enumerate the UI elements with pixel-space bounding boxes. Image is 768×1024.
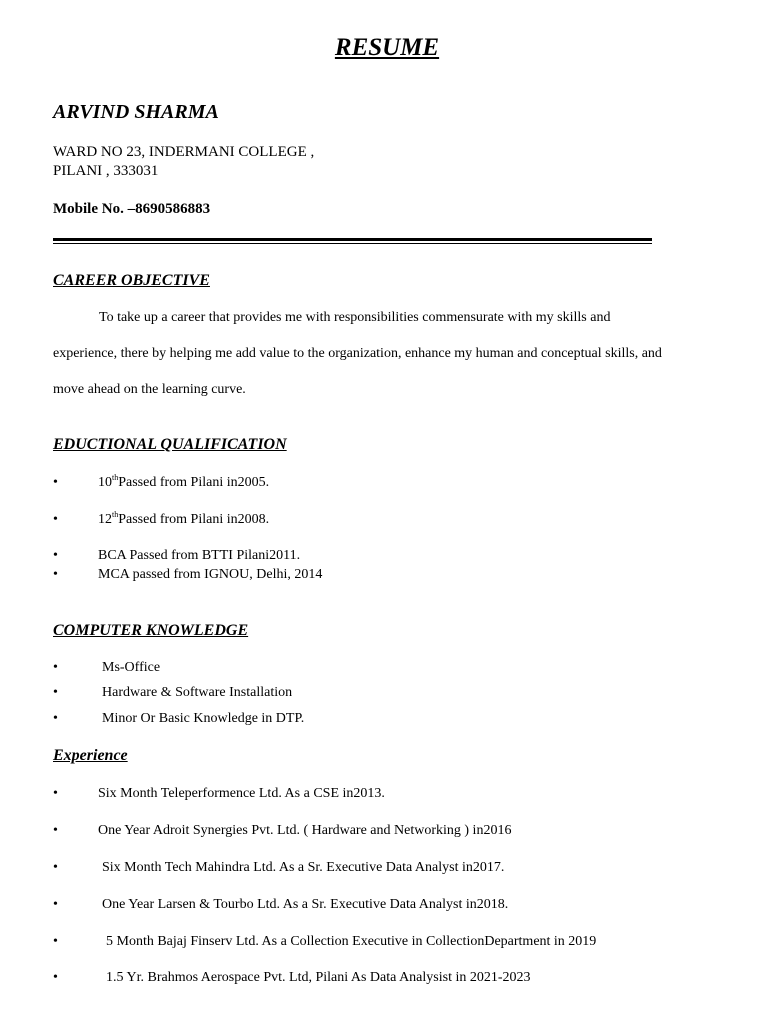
header-divider <box>53 238 652 244</box>
career-objective-line-1: To take up a career that provides me with responsibilities commensurate with my skills and <box>99 310 611 325</box>
computer-knowledge-heading: COMPUTER KNOWLEDGE <box>53 622 249 639</box>
experience-item: 5 Month Bajaj Finserv Ltd. As a Collection Executive in CollectionDepartment in 2019 <box>106 934 597 949</box>
mobile-number: Mobile No. –8690586883 <box>53 201 211 217</box>
career-objective-heading: CAREER OBJECTIVE <box>53 272 210 289</box>
candidate-name: ARVIND SHARMA <box>53 101 219 123</box>
bullet-icon: • <box>53 567 58 582</box>
bullet-icon: • <box>53 475 58 490</box>
experience-item: Six Month Tech Mahindra Ltd. As a Sr. Executive Data Analyst in2017. <box>102 860 505 875</box>
career-objective-line-2: experience, there by helping me add value to the organization, enhance my human and conceptual skills, and <box>53 346 662 361</box>
bullet-icon: • <box>53 512 58 527</box>
education-item: BCA Passed from BTTI Pilani2011. <box>98 548 301 563</box>
career-objective-line-3: move ahead on the learning curve. <box>53 382 246 397</box>
bullet-icon: • <box>53 711 58 726</box>
bullet-icon: • <box>53 823 58 838</box>
experience-item: 1.5 Yr. Brahmos Aerospace Pvt. Ltd, Pilani As Data Analysist in 2021-2023 <box>106 970 531 985</box>
bullet-icon: • <box>53 970 58 985</box>
bullet-icon: • <box>53 934 58 949</box>
resume-title: RESUME <box>334 34 440 61</box>
bullet-icon: • <box>53 786 58 801</box>
education-item: 10thPassed from Pilani in2005. <box>98 473 270 490</box>
bullet-icon: • <box>53 660 58 675</box>
bullet-icon: • <box>53 685 58 700</box>
education-item: MCA passed from IGNOU, Delhi, 2014 <box>98 567 323 582</box>
experience-item: One Year Adroit Synergies Pvt. Ltd. ( Hardware and Networking ) in2016 <box>98 823 512 838</box>
education-item: 12thPassed from Pilani in2008. <box>98 510 270 527</box>
experience-item: One Year Larsen & Tourbo Ltd. As a Sr. Executive Data Analyst in2018. <box>102 897 509 912</box>
address-line-1: WARD NO 23, INDERMANI COLLEGE , <box>53 144 315 160</box>
education-heading: EDUCTIONAL QUALIFICATION <box>53 436 287 453</box>
computer-skill-item: Minor Or Basic Knowledge in DTP. <box>102 711 305 726</box>
computer-skill-item: Hardware & Software Installation <box>102 685 293 700</box>
bullet-icon: • <box>53 548 58 563</box>
bullet-icon: • <box>53 897 58 912</box>
address-line-2: PILANI , 333031 <box>53 163 159 179</box>
bullet-icon: • <box>53 860 58 875</box>
experience-heading: Experience <box>53 747 128 764</box>
experience-item: Six Month Teleperformence Ltd. As a CSE in2013. <box>98 786 385 801</box>
computer-skill-item: Ms-Office <box>102 660 161 675</box>
